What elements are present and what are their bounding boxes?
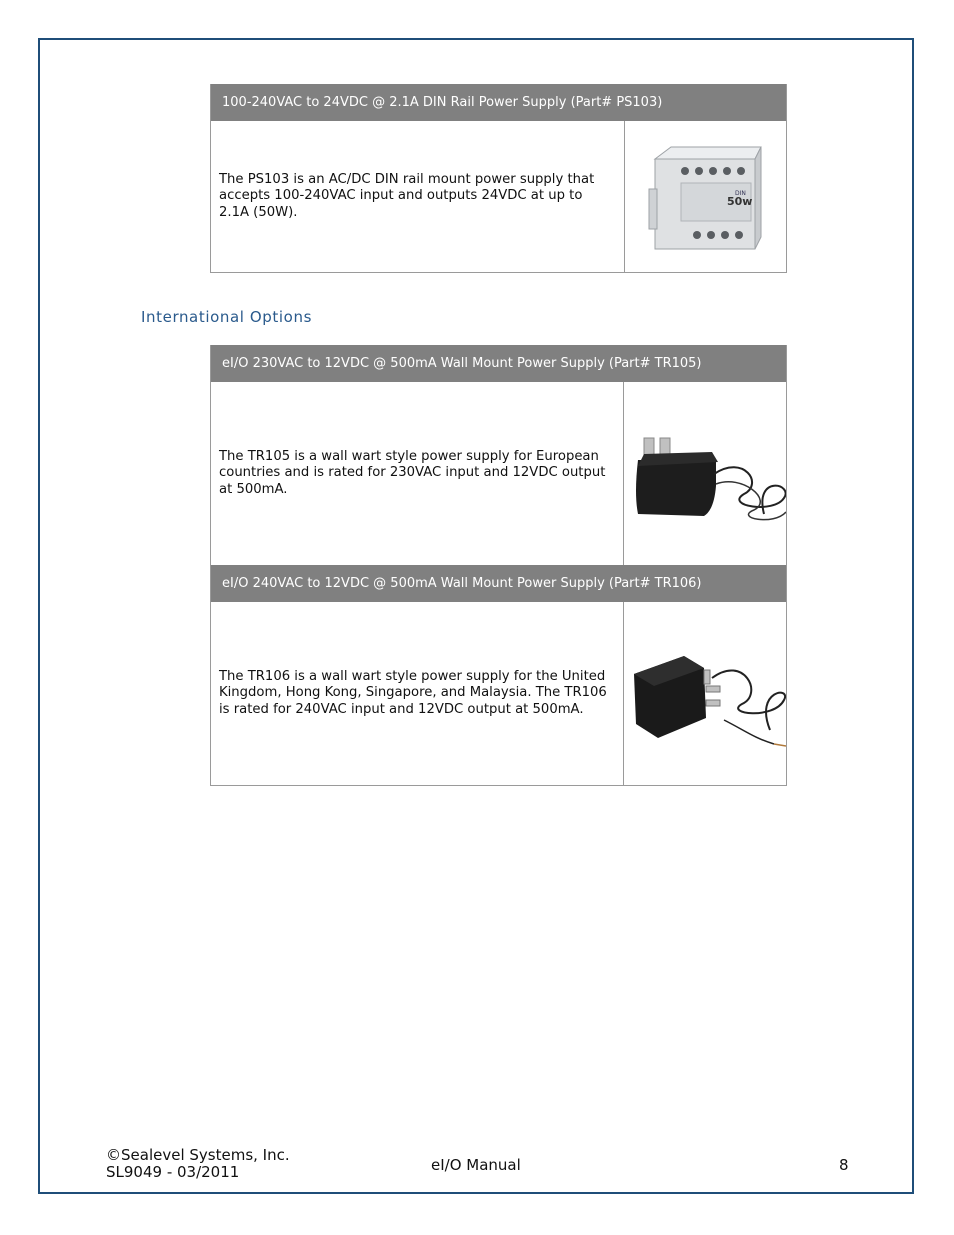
- product-description-text: The PS103 is an AC/DC DIN rail mount power supply that accepts 100-240VAC input and outputs 24VDC at up to 2.1A (50W).: [219, 171, 595, 220]
- din-rail-image-wattage: 50w: [726, 194, 752, 208]
- uk-wall-adapter-image: [624, 602, 786, 785]
- product-header: 100-240VAC to 24VDC @ 2.1A DIN Rail Power Supply (Part# PS103): [211, 84, 786, 121]
- euro-wall-adapter-image: [624, 382, 786, 565]
- product-header: eI/O 230VAC to 12VDC @ 500mA Wall Mount Power Supply (Part# TR105): [211, 345, 786, 382]
- product-description-text: The TR105 is a wall wart style power supply for European countries and is rated for 230VAC input and 12VDC output at 500mA.: [219, 448, 606, 497]
- product-description: [211, 121, 625, 272]
- footer-left: [106, 1147, 290, 1181]
- product-description: [211, 382, 624, 565]
- product-table-tr106: [210, 565, 787, 786]
- footer-doc-id: SL9049 - 03/2011: [106, 1163, 240, 1181]
- product-description-text: The TR106 is a wall wart style power supply for the United Kingdom, Hong Kong, Singapore, and Malaysia. The TR106 is rated for 240VAC input and 12VDC output at 500mA.: [219, 668, 607, 717]
- page-number: 8: [839, 1156, 849, 1174]
- product-table-tr105: [210, 345, 787, 565]
- section-heading: International Options: [141, 308, 312, 326]
- footer-copyright: ©Sealevel Systems, Inc.: [106, 1146, 290, 1164]
- product-description: [211, 602, 624, 785]
- din-rail-image-din-mark: DIN: [734, 189, 746, 197]
- footer-title: eI/O Manual: [431, 1156, 521, 1174]
- product-header: eI/O 240VAC to 12VDC @ 500mA Wall Mount Power Supply (Part# TR106): [211, 565, 786, 602]
- product-table-ps103: [210, 84, 787, 273]
- din-rail-power-supply-image: [625, 121, 786, 272]
